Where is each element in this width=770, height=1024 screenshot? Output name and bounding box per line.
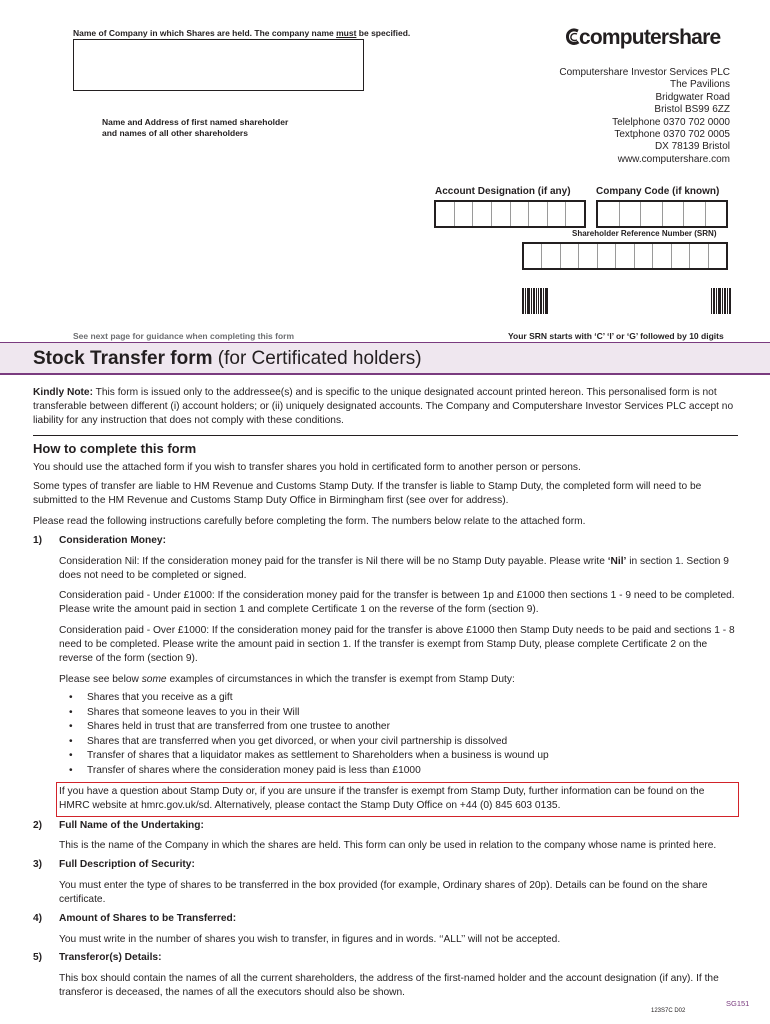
title-bottom-rule xyxy=(0,373,770,375)
how-to-p1: You should use the attached form if you wish to transfer shares you hold in certificated form to another person or persons. xyxy=(33,462,581,473)
computershare-logo: computershare xyxy=(566,26,720,50)
company-name-box xyxy=(73,39,364,91)
section-4-heading: Amount of Shares to be Transferred: xyxy=(59,913,237,924)
how-to-heading: How to complete this form xyxy=(33,441,197,456)
how-to-p3: Please read the following instructions carefully before completing the form. The numbers below relate to the attached form. xyxy=(33,516,586,527)
srn-label: Shareholder Reference Number (SRN) xyxy=(572,229,717,238)
account-designation-boxes[interactable] xyxy=(434,200,586,228)
company-name-label: Name of Company in which Shares are held. The company name must be specified. xyxy=(73,28,411,38)
section-5-text: This box should contain the names of all the current shareholders, the address of the first-named holder and the account designation (if any). If the transferor is deceased, the names of all the executors should also be shown. xyxy=(59,973,719,998)
section-3-text: You must enter the type of shares to be transferred in the box provided (for example, Ordinary shares of 20p). Details can be found on the share certificate. xyxy=(59,880,708,905)
stamp-duty-info-text: If you have a question about Stamp Duty or, if you are unsure if the transfer is exempt from Stamp Duty, further information can be found on the HMRC website at hmrc.gov.uk/sd. Alternatively, please contact the Stamp Duty Office on +44 (0) 845 603 0135. xyxy=(59,786,705,811)
section-5-heading: Transferor(s) Details: xyxy=(59,952,162,963)
form-code: SG151 xyxy=(726,999,750,1008)
section-1-heading: Consideration Money: xyxy=(59,535,166,546)
section-2-number: 2) xyxy=(33,820,43,831)
list-item: • Shares that someone leaves to you in their Will xyxy=(67,706,549,721)
section-3-number: 3) xyxy=(33,859,43,870)
consideration-under: Consideration paid - Under £1000: If the consideration money paid for the transfer is between 1p and £1000 then sections 1 - 9 need to be completed. Please write the amount paid in section 1 and complete Certificate 1 on the reverse of the form (section 9). xyxy=(59,590,735,615)
shareholder-label: Name and Address of first named shareholder and names of all other shareholders xyxy=(102,117,289,138)
consideration-over: Consideration paid - Over £1000: If the consideration money paid for the transfer is above £1000 then Stamp Duty needs to be paid and sections 1 - 8 need to be completed. Please write the amount paid in section 1. If the transfer is exempt from Stamp Duty, please complete Certificate 2 on the reverse of the form (section 9). xyxy=(59,625,735,664)
list-item: • Shares held in trust that are transferred from one trustee to another xyxy=(67,720,549,735)
section-4-number: 4) xyxy=(33,913,43,924)
section-3-heading: Full Description of Security: xyxy=(59,859,195,870)
consideration-nil: Consideration Nil: If the consideration money paid for the transfer is Nil there will be no Stamp Duty payable. Please write ‘Nil’ in section 1. Section 9 does not need to be completed or signed. xyxy=(59,556,729,581)
list-item: • Transfer of shares where the consideration money paid is less than £1000 xyxy=(67,764,549,779)
section-1-number: 1) xyxy=(33,535,43,546)
logo-swirl-icon xyxy=(566,28,580,46)
srn-note: Your SRN starts with ‘C’ ‘I’ or ‘G’ followed by 10 digits xyxy=(508,331,724,341)
company-code-label: Company Code (if known) xyxy=(596,186,720,197)
note-divider xyxy=(33,435,738,436)
how-to-p2: Some types of transfer are liable to HM Revenue and Customs Stamp Duty. If the transfer is liable to Stamp Duty, the completed form will need to be submitted to the HM Revenue and Customs Stamp Duty Office in Birmingham first (see over for address). xyxy=(33,481,702,506)
section-5-number: 5) xyxy=(33,952,43,963)
list-item: • Shares that you receive as a gift xyxy=(67,691,549,706)
form-reference: 123S7C D02 xyxy=(651,1008,686,1014)
registrar-address: Computershare Investor Services PLC The Pavilions Bridgwater Road Bristol BS99 6ZZ Telelphone 0370 702 0000 Textphone 0370 702 0005 DX 78139 Bristol www.computershare.com xyxy=(559,67,730,165)
company-code-boxes[interactable] xyxy=(596,200,728,228)
account-designation-label: Account Designation (if any) xyxy=(435,186,571,197)
guidance-note: See next page for guidance when completing this form xyxy=(73,331,295,341)
srn-boxes[interactable] xyxy=(522,242,728,270)
section-4-text: You must write in the number of shares you wish to transfer, in figures and in words. ‘‘ALL’’ will not be accepted. xyxy=(59,934,561,945)
list-item: • Shares that are transferred when you get divorced, or when your civil partnership is dissolved xyxy=(67,735,549,750)
section-2-text: This is the name of the Company in which the shares are held. This form can only be used in relation to the company whose name is printed here. xyxy=(59,840,717,851)
exempt-examples-list xyxy=(67,691,549,779)
list-item: • Transfer of shares that a liquidator makes as settlement to Shareholders when a business is wound up xyxy=(67,749,549,764)
exempt-examples-intro: Please see below some examples of circumstances in which the transfer is exempt from Stamp Duty: xyxy=(59,674,515,685)
kindly-note: Kindly Note: This form is issued only to the addressee(s) and is specific to the unique designated account printed hereon. This personalised form is not transferable between different (i) account holders; or (ii) uniquely designated accounts. The Company and Computershare Investor Services PLC accept no liability for any instruction that does not comply with these conditions. xyxy=(33,387,734,426)
barcode-right xyxy=(711,288,732,314)
page-title: Stock Transfer form (for Certificated holders) xyxy=(33,348,422,369)
section-2-heading: Full Name of the Undertaking: xyxy=(59,820,204,831)
barcode-left xyxy=(522,288,549,314)
